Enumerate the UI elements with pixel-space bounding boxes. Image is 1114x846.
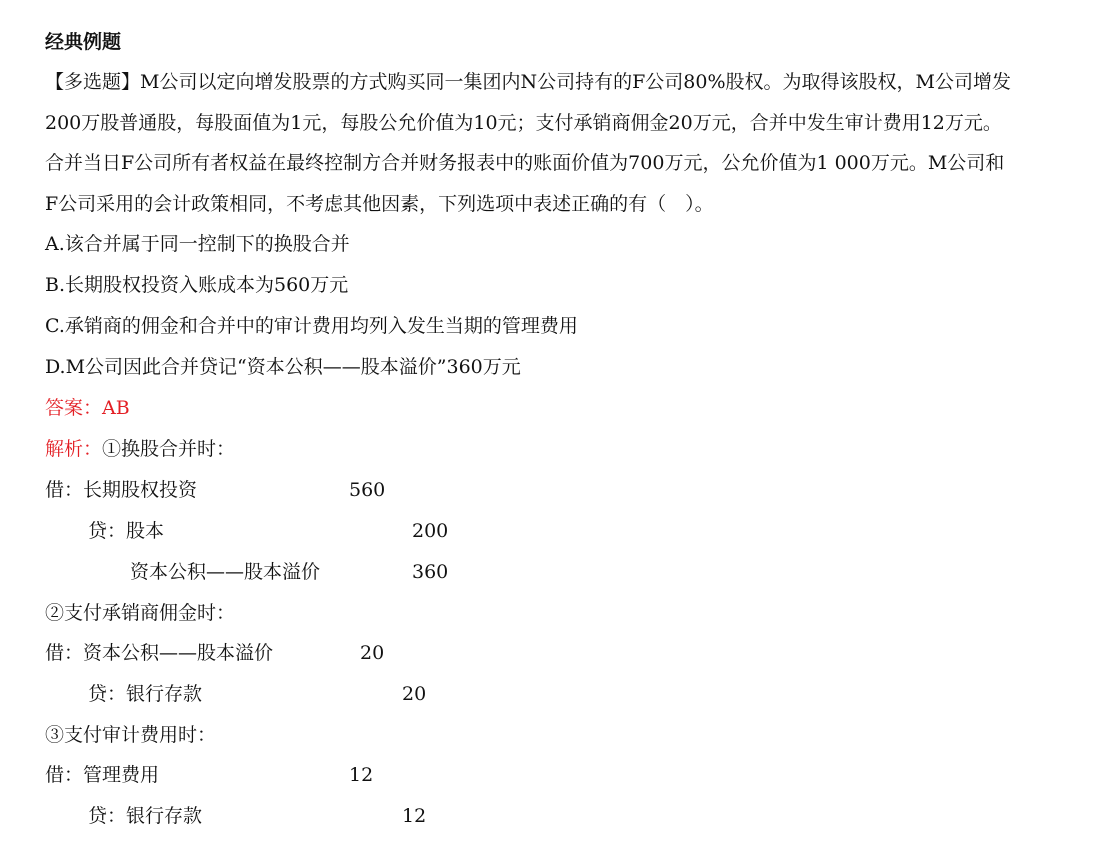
journal-entry-amount: 560: [349, 479, 386, 501]
option-b: B.长期股权投资入账成本为560万元: [45, 274, 349, 296]
journal-entry-text: 借：资本公积——股本溢价: [45, 642, 274, 664]
option-a: A.该合并属于同一控制下的换股合并: [45, 233, 350, 255]
journal-entry-amount: 12: [349, 764, 374, 786]
journal-entry-text: 贷：银行存款: [88, 805, 203, 827]
journal-entry-text: 借：管理费用: [45, 764, 160, 786]
analysis-label: 解析：: [45, 438, 103, 460]
journal-entry-amount: 12: [402, 805, 427, 827]
question-line-2: 200万股普通股，每股面值为1元，每股公允价值为10元；支付承销商佣金20万元，合并中发生审计费用12万元。: [45, 112, 1002, 134]
question-line-3: 合并当日F公司所有者权益在最终控制方合并财务报表中的账面价值为700万元，公允价值为1 000万元。M公司和: [45, 152, 1005, 174]
journal-entry-amount: 20: [360, 642, 385, 664]
question-line-4: F公司采用的会计政策相同，不考虑其他因素，下列选项中表述正确的有（ ）。: [45, 193, 714, 215]
journal-entry-amount: 200: [412, 520, 449, 542]
journal-entry-text: 资本公积——股本溢价: [130, 561, 321, 583]
step3-title: ③支付审计费用时：: [45, 724, 217, 746]
analysis-line: [45, 437, 235, 461]
step1-title: ①换股合并时：: [102, 438, 236, 460]
journal-entry-amount: 360: [412, 561, 449, 583]
journal-entry-text: 借：长期股权投资: [45, 479, 198, 501]
page-title: 经典例题: [45, 31, 122, 53]
journal-entry-text: 贷：股本: [88, 520, 165, 542]
answer-value: AB: [102, 397, 130, 419]
answer-label: 答案：: [45, 397, 103, 419]
option-c: C.承销商的佣金和合并中的审计费用均列入发生当期的管理费用: [45, 315, 578, 337]
question-line-1: 【多选题】M公司以定向增发股票的方式购买同一集团内N公司持有的F公司80%股权。为取得该股权，M公司增发: [45, 71, 1011, 93]
journal-entry-text: 贷：银行存款: [88, 683, 203, 705]
answer-line: [45, 396, 130, 420]
step2-title: ②支付承销商佣金时：: [45, 602, 236, 624]
option-d: D.M公司因此合并贷记“资本公积——股本溢价”360万元: [45, 356, 521, 378]
journal-entry-amount: 20: [402, 683, 427, 705]
